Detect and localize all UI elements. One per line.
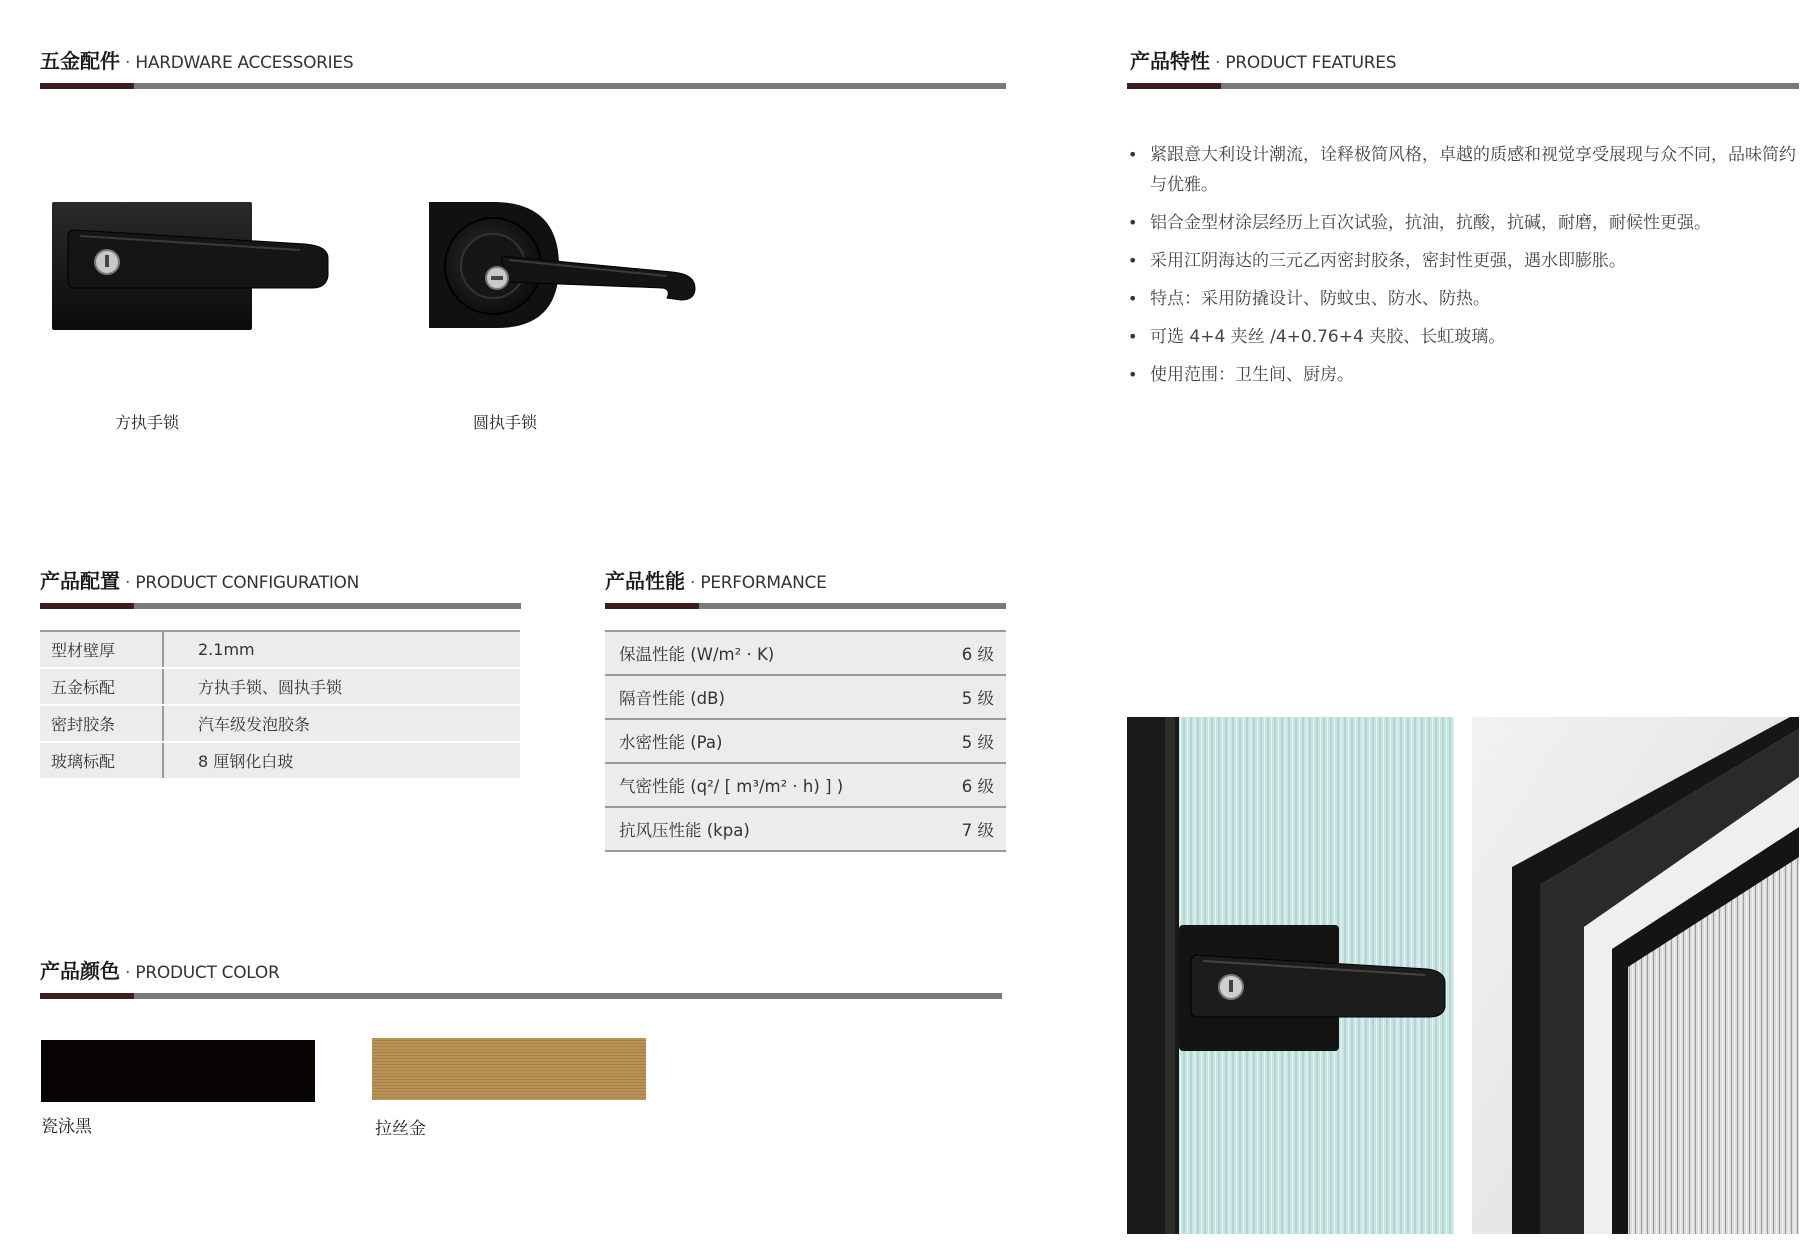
configuration-table bbox=[40, 630, 520, 780]
table-row: 密封胶条 汽车级发泡胶条 bbox=[40, 705, 520, 742]
performance-title-rule bbox=[605, 603, 1006, 609]
round-handle-lock-label: 圆执手锁 bbox=[473, 413, 538, 432]
performance-section-title: 产品性能 · PERFORMANCE bbox=[605, 569, 827, 593]
features-title-cn: 产品特性 bbox=[1130, 49, 1210, 73]
table-row: 保温性能 (W/m² · K) 6 级 bbox=[605, 631, 1006, 675]
color-title-rule bbox=[40, 993, 1002, 999]
performance-title-cn: 产品性能 bbox=[605, 569, 685, 593]
hardware-title-en: HARDWARE ACCESSORIES bbox=[135, 53, 354, 73]
table-row: 气密性能 (q²/ [ m³/m² · h) ] ) 6 级 bbox=[605, 763, 1006, 807]
features-title-rule bbox=[1127, 83, 1799, 89]
features-title-en: PRODUCT FEATURES bbox=[1225, 53, 1397, 73]
feature-item: • 使用范围：卫生间、厨房。 bbox=[1128, 365, 1354, 385]
hardware-section-title: 五金配件 · HARDWARE ACCESSORIES bbox=[40, 49, 354, 73]
door-frame-corner-photo bbox=[1472, 717, 1799, 1234]
color-section-title: 产品颜色 · PRODUCT COLOR bbox=[40, 959, 280, 983]
features-list bbox=[1126, 140, 1796, 398]
square-handle-lock-label: 方执手锁 bbox=[115, 413, 180, 432]
configuration-section-title: 产品配置 · PRODUCT CONFIGURATION bbox=[40, 569, 360, 593]
table-row: 玻璃标配 8 厘钢化白玻 bbox=[40, 742, 520, 779]
color-swatch-black bbox=[41, 1040, 315, 1102]
configuration-title-rule bbox=[40, 603, 521, 609]
configuration-title-cn: 产品配置 bbox=[40, 569, 120, 593]
feature-item: • 铝合金型材涂层经历上百次试验，抗油，抗酸，抗碱，耐磨，耐候性更强。 bbox=[1128, 213, 1711, 233]
features-section-title: 产品特性 · PRODUCT FEATURES bbox=[1130, 49, 1397, 73]
feature-item: • 紧跟意大利设计潮流，诠释极简风格，卓越的质感和视觉享受展现与众不同，品味简约与优雅。 bbox=[1128, 145, 1796, 195]
square-handle-lock-icon bbox=[50, 200, 335, 332]
color-swatch-gold-label: 拉丝金 bbox=[375, 1119, 426, 1139]
feature-item: • 特点：采用防撬设计、防蚊虫、防水、防热。 bbox=[1128, 289, 1490, 309]
door-handle-closeup-photo bbox=[1127, 717, 1454, 1234]
table-row: 型材壁厚 2.1mm bbox=[40, 631, 520, 668]
hardware-title-rule bbox=[40, 83, 1006, 89]
color-title-cn: 产品颜色 bbox=[40, 959, 120, 983]
feature-item: • 可选 4+4 夹丝 /4+0.76+4 夹胶、长虹玻璃。 bbox=[1128, 327, 1506, 347]
table-row: 五金标配 方执手锁、圆执手锁 bbox=[40, 668, 520, 705]
color-swatch-gold bbox=[372, 1038, 646, 1100]
configuration-title-en: PRODUCT CONFIGURATION bbox=[135, 573, 360, 593]
table-row: 隔音性能 (dB) 5 级 bbox=[605, 675, 1006, 719]
performance-title-en: PERFORMANCE bbox=[700, 573, 827, 593]
color-swatch-black-label: 瓷泳黑 bbox=[41, 1117, 92, 1137]
round-handle-lock-icon bbox=[427, 200, 702, 332]
feature-item: • 采用江阴海达的三元乙丙密封胶条，密封性更强，遇水即膨胀。 bbox=[1128, 251, 1626, 271]
color-title-en: PRODUCT COLOR bbox=[135, 963, 280, 983]
performance-table bbox=[605, 630, 1006, 852]
table-row: 水密性能 (Pa) 5 级 bbox=[605, 719, 1006, 763]
table-row: 抗风压性能 (kpa) 7 级 bbox=[605, 807, 1006, 851]
hardware-title-cn: 五金配件 bbox=[40, 49, 120, 73]
